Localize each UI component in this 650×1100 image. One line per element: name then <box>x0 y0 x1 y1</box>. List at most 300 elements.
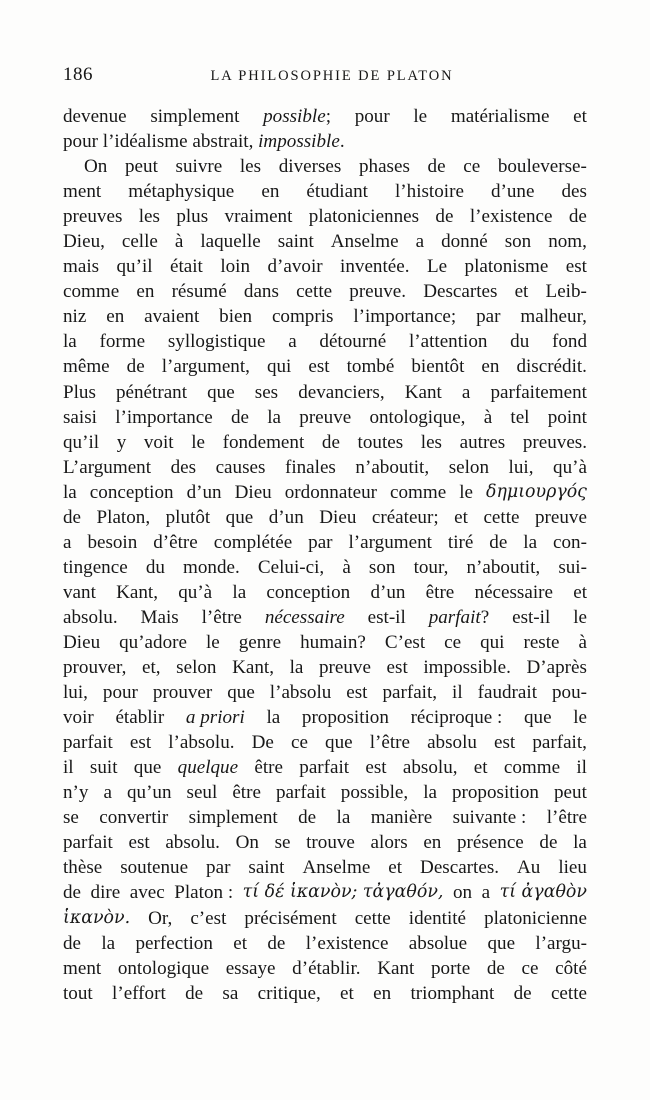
text-run: Kant, <box>116 581 158 603</box>
text-run: forme <box>99 331 146 353</box>
text-run: à <box>342 556 351 578</box>
text-run: tel <box>510 406 530 428</box>
text-run: l’importance; <box>353 306 457 328</box>
text-run: en <box>423 832 442 854</box>
text-run: Anselme <box>330 231 399 253</box>
text-run: la <box>289 657 304 679</box>
text-run: discrédit. <box>516 356 587 378</box>
text-line <box>63 981 587 1006</box>
text-run: prouver <box>152 682 213 704</box>
text-line <box>63 680 587 705</box>
text-run: son <box>504 231 532 253</box>
text-run: cette <box>354 907 391 929</box>
text-line <box>63 254 587 279</box>
text-run: avec <box>129 882 165 904</box>
text-run: de <box>63 506 82 528</box>
text-run: tingence <box>63 556 128 578</box>
text-run: peut <box>125 156 158 178</box>
text-run: qu’adore <box>119 631 187 653</box>
text-run: suivante : <box>452 807 527 829</box>
text-run: ontologique <box>117 957 210 979</box>
text-run: bouleverse- <box>497 156 587 178</box>
text-run: et <box>573 581 587 603</box>
text-run: de <box>298 807 317 829</box>
text-run: étudiant <box>306 181 368 203</box>
text-run: les <box>239 156 262 178</box>
text-line <box>63 154 587 179</box>
text-run: et, <box>142 657 161 679</box>
text-run: le <box>459 481 474 503</box>
text-run: être <box>232 782 261 804</box>
text-run: a priori <box>185 707 245 729</box>
text-run: soutenue <box>120 857 189 879</box>
text-run: en <box>261 181 280 203</box>
text-line <box>63 730 587 755</box>
text-run: Descartes <box>423 281 498 303</box>
text-run: tiré <box>447 531 474 553</box>
text-line <box>63 129 587 154</box>
text-run: triomphant <box>410 982 495 1004</box>
text-run: qui <box>480 631 505 653</box>
text-line <box>63 705 587 730</box>
text-line <box>63 755 587 780</box>
text-run: devanciers, <box>298 381 385 403</box>
text-run: est-il <box>512 606 551 628</box>
text-run: lieu <box>558 857 587 879</box>
text-run: l’être <box>201 606 242 628</box>
text-run: phases <box>358 156 410 178</box>
text-run: lui, <box>508 456 534 478</box>
text-run: trouve <box>306 832 355 854</box>
text-run: essaye <box>225 957 276 979</box>
text-run: est <box>565 256 587 278</box>
text-run: y <box>116 431 127 453</box>
text-run: possible, <box>340 782 409 804</box>
text-run: et <box>454 506 468 528</box>
text-run: il <box>452 682 463 704</box>
text-run: a <box>415 231 425 253</box>
text-line <box>63 931 587 956</box>
text-run: de <box>513 982 532 1004</box>
text-run: ses <box>254 381 279 403</box>
text-run: C’est <box>384 631 426 653</box>
text-run: absolu <box>427 732 477 754</box>
text-run: tour, <box>413 556 449 578</box>
text-run: de <box>267 932 286 954</box>
text-run: identité <box>408 907 467 929</box>
text-line <box>63 179 587 204</box>
text-run: toutes <box>357 431 404 453</box>
text-run: c’est <box>190 907 227 929</box>
text-run: besoin <box>87 531 138 553</box>
text-run: a <box>481 882 491 904</box>
text-line <box>63 655 587 680</box>
text-line <box>63 855 587 880</box>
text-run: avaient <box>144 306 200 328</box>
text-run: Anselme <box>302 857 371 879</box>
text-run: et <box>233 932 248 954</box>
text-run: platoniciennes <box>308 206 420 228</box>
running-title: LA PHILOSOPHIE DE PLATON <box>210 68 454 84</box>
text-run: monde. <box>183 556 240 578</box>
text-run: à <box>578 631 587 653</box>
text-run: donné <box>441 231 488 253</box>
text-run: ontologique, <box>369 406 466 428</box>
text-run: platonicienne <box>484 907 587 929</box>
text-run: nécessaire <box>474 581 553 603</box>
text-line <box>63 104 587 129</box>
text-run: l’être <box>369 732 410 754</box>
text-run: comme <box>390 481 447 503</box>
text-line <box>63 605 587 630</box>
text-run: fond <box>552 331 587 353</box>
text-run: être <box>425 581 455 603</box>
text-run: d’établir. <box>292 957 361 979</box>
text-run: se <box>63 807 79 829</box>
text-run: l’existence <box>305 932 389 954</box>
text-line <box>63 204 587 229</box>
text-run: était <box>170 256 203 278</box>
text-run: Descartes. <box>420 857 500 879</box>
text-run: de <box>489 531 508 553</box>
text-run: l’histoire <box>394 181 464 203</box>
text-run: ce <box>521 957 539 979</box>
text-run: a <box>63 531 72 553</box>
text-run: sui- <box>558 556 587 578</box>
text-run: dire <box>90 882 121 904</box>
text-run: la <box>423 782 437 804</box>
text-line <box>63 956 587 981</box>
text-run: n’aboutit, <box>355 456 430 478</box>
text-run: On <box>235 832 259 854</box>
text-run: la <box>573 832 587 854</box>
text-run: d’une <box>490 181 535 203</box>
text-run: d’un <box>370 581 406 603</box>
text-run: même <box>63 356 110 378</box>
text-run: impossible <box>258 131 340 153</box>
text-run: saint <box>248 857 285 879</box>
text-run: le <box>573 606 587 628</box>
text-run: la <box>523 531 538 553</box>
text-run: impossible. <box>423 657 511 679</box>
text-run: de <box>321 431 340 453</box>
text-run: est <box>308 356 330 378</box>
text-line <box>63 505 587 530</box>
text-run: à <box>483 406 493 428</box>
text-run: est-il <box>367 606 406 628</box>
text-run: Platon, <box>96 506 151 528</box>
text-run: la <box>232 581 247 603</box>
text-run: absolue <box>408 932 468 954</box>
text-run: quelque <box>177 757 239 779</box>
text-run: lui, <box>63 682 88 704</box>
emphasis: possible <box>263 106 326 127</box>
text-run: fondement <box>222 431 305 453</box>
text-run: suit <box>89 757 118 779</box>
text-run: proposition <box>301 707 389 729</box>
text-run: pénétrant <box>115 381 188 403</box>
text-run: comme <box>63 281 120 303</box>
text-run: de <box>435 206 454 228</box>
text-run: vant <box>63 581 96 603</box>
text-run: Kant, <box>232 657 274 679</box>
text-run: Leib- <box>545 281 587 303</box>
text-run: le <box>573 707 587 729</box>
text-run: de <box>568 206 587 228</box>
text-run: réciproque : <box>410 707 503 729</box>
body-text <box>63 104 587 1006</box>
text-line <box>63 354 587 379</box>
text-run: est <box>346 682 368 704</box>
text-run: parfait <box>63 732 113 754</box>
text-run: absolu, <box>402 757 458 779</box>
text-line <box>63 780 587 805</box>
text-run: nom, <box>548 231 587 253</box>
text-run: preuve. <box>349 281 407 303</box>
text-run: absolu. <box>63 606 118 628</box>
text-run: ordonnateur <box>284 481 378 503</box>
text-run: a <box>461 381 471 403</box>
text-run: laquelle <box>200 231 261 253</box>
text-run: il <box>63 757 74 779</box>
text-run: et <box>514 281 529 303</box>
text-run: comme <box>503 757 561 779</box>
text-run: ce <box>290 732 308 754</box>
running-head <box>63 64 587 88</box>
page-number: 186 <box>63 64 93 85</box>
text-run: Au <box>517 857 541 879</box>
text-run: détourné <box>319 331 387 353</box>
text-run: conception <box>89 481 174 503</box>
text-run: que <box>227 682 255 704</box>
text-run: malheur, <box>520 306 587 328</box>
text-run: en <box>136 281 155 303</box>
text-run: perfection <box>135 932 213 954</box>
text-run: la <box>101 932 116 954</box>
text-line <box>63 530 587 555</box>
text-run: l’argument, <box>161 356 250 378</box>
text-run: n’y <box>63 782 89 804</box>
text-run: ce <box>463 156 481 178</box>
text-run: convertir <box>99 807 169 829</box>
text-run: suivre <box>175 156 223 178</box>
text-run: présence <box>456 832 524 854</box>
text-run: l’effort <box>112 982 166 1004</box>
text-run: simplement <box>188 807 278 829</box>
text-run: critique, <box>257 982 321 1004</box>
text-run: Dieu, <box>63 231 105 253</box>
text-run: niz <box>63 306 87 328</box>
text-run: proposition <box>451 782 539 804</box>
text-run: d’être <box>153 531 198 553</box>
text-run: voir <box>63 707 94 729</box>
text-run: diverses <box>278 156 342 178</box>
text-run: les <box>420 431 442 453</box>
text-run: simplement <box>150 106 240 127</box>
text-run: de <box>539 832 558 854</box>
text-run: la <box>267 406 282 428</box>
text-run: saint <box>277 231 314 253</box>
text-run: ment <box>63 181 102 203</box>
text-run: parfait <box>275 782 326 804</box>
text-line <box>63 830 587 855</box>
text-run: qui <box>266 356 292 378</box>
text-run: de <box>126 356 145 378</box>
text-run: preuve <box>318 657 371 679</box>
text-run: Plus <box>63 381 96 403</box>
text-run: τί ἀγαθὸν <box>499 882 587 903</box>
text-run: qu’à <box>178 581 213 603</box>
text-run: inventée. <box>340 256 410 278</box>
text-line <box>63 304 587 329</box>
text-run: de <box>230 406 250 428</box>
text-run: possible; <box>263 106 331 127</box>
text-run: il <box>576 757 587 779</box>
text-run: que <box>487 932 516 954</box>
text-run: l’argument <box>348 531 432 553</box>
text-run: et <box>340 982 354 1004</box>
text-run: pour <box>354 106 390 127</box>
text-run: l’existence <box>469 206 553 228</box>
text-line <box>63 630 587 655</box>
text-run: sa <box>222 982 239 1004</box>
text-run: mais <box>63 256 100 278</box>
text-run: preuve <box>534 506 587 528</box>
text-run: parfait, <box>382 682 438 704</box>
text-run: qu’il <box>63 431 100 453</box>
text-run: cette <box>483 506 520 528</box>
text-line <box>63 329 587 354</box>
text-run: conception <box>266 581 351 603</box>
text-run: Celui-ci, <box>257 556 325 578</box>
text-run: manière <box>370 807 433 829</box>
text-run: preuves <box>63 206 123 228</box>
text-run: des <box>561 181 587 203</box>
text-run: . <box>339 131 345 153</box>
text-run: d’un <box>186 481 222 503</box>
text-run: platonisme <box>464 256 549 278</box>
text-run: parfait, <box>532 732 587 754</box>
text-run: Kant <box>404 381 442 403</box>
text-run: l’absolu. <box>168 732 235 754</box>
text-run: Dieu <box>63 631 101 653</box>
text-run: de <box>486 957 505 979</box>
text-run: du <box>510 331 530 353</box>
text-line <box>63 580 587 605</box>
text-run: plus <box>176 206 209 228</box>
text-run: ment <box>63 957 102 979</box>
text-run: métaphysique <box>128 181 235 203</box>
text-run: Dieu <box>319 506 357 528</box>
text-run: preuves. <box>522 431 587 453</box>
text-run: finales <box>284 456 336 478</box>
text-run: cette <box>296 281 333 303</box>
text-run: créateur; <box>371 506 439 528</box>
text-run: Or, <box>148 907 173 929</box>
text-run: reste <box>523 631 560 653</box>
text-run: L’argument <box>63 456 152 478</box>
text-run: ἱκανὸν. <box>63 907 131 928</box>
text-run: côté <box>555 957 587 979</box>
text-run: en <box>373 982 392 1004</box>
text-run: son <box>368 556 396 578</box>
text-line <box>63 480 587 505</box>
text-run: preuve <box>299 406 352 428</box>
text-run: le <box>413 106 428 127</box>
text-run: qu’il <box>116 256 153 278</box>
text-run: causes <box>215 456 266 478</box>
text-run: cette <box>550 982 587 1004</box>
text-run: l’attention <box>408 331 488 353</box>
text-run: Mais <box>140 606 179 628</box>
text-run: parfait <box>299 757 350 779</box>
text-run: établir <box>115 707 165 729</box>
text-line <box>63 555 587 580</box>
text-run: Dieu <box>234 481 272 503</box>
text-run: prouver, <box>63 657 127 679</box>
text-run: de <box>427 156 446 178</box>
text-run: se <box>274 832 291 854</box>
text-run: l’argu- <box>535 932 587 954</box>
text-run: genre <box>238 631 282 653</box>
text-run: est <box>129 732 152 754</box>
text-run: seul <box>186 782 218 804</box>
text-run: du <box>145 556 165 578</box>
text-run: D’après <box>526 657 587 679</box>
text-run: a <box>103 782 112 804</box>
text-run: tout <box>63 982 93 1004</box>
text-run: pou- <box>551 682 587 704</box>
text-line <box>63 430 587 455</box>
text-run: est <box>494 732 516 754</box>
text-run: n’aboutit, <box>466 556 541 578</box>
text-run: autres <box>459 431 506 453</box>
text-run: l’importance <box>115 406 213 428</box>
text-run: syllogistique <box>167 331 266 353</box>
text-run: être <box>254 757 283 779</box>
text-run: loin <box>220 256 251 278</box>
text-run: par <box>206 857 231 879</box>
text-run: matérialisme <box>450 106 550 127</box>
text-run: τί δέ ἱκανὸν; τἀγαθόν, <box>242 882 444 903</box>
text-line <box>63 405 587 430</box>
text-line <box>63 805 587 830</box>
text-run: point <box>547 406 587 428</box>
text-run: vraiment <box>224 206 293 228</box>
text-run: a <box>288 331 297 353</box>
text-run: devenue <box>63 106 127 127</box>
text-run: De <box>251 732 274 754</box>
text-line <box>63 906 587 931</box>
text-run: la <box>63 481 77 503</box>
text-run: ce <box>444 631 462 653</box>
text-line <box>63 455 587 480</box>
text-run: con- <box>553 531 587 553</box>
text-run: est <box>386 657 408 679</box>
text-run: qu’un <box>126 782 172 804</box>
text-run: la <box>266 707 281 729</box>
text-run: que <box>325 732 353 754</box>
text-run: thèse <box>63 857 103 879</box>
text-run: que <box>225 506 254 528</box>
text-run: par <box>476 306 501 328</box>
text-line <box>63 880 587 905</box>
text-run: celle <box>121 231 158 253</box>
text-run: l’être <box>546 807 587 829</box>
text-run: par <box>308 531 333 553</box>
text-run: parfait <box>63 832 113 854</box>
text-run: pour <box>102 682 138 704</box>
